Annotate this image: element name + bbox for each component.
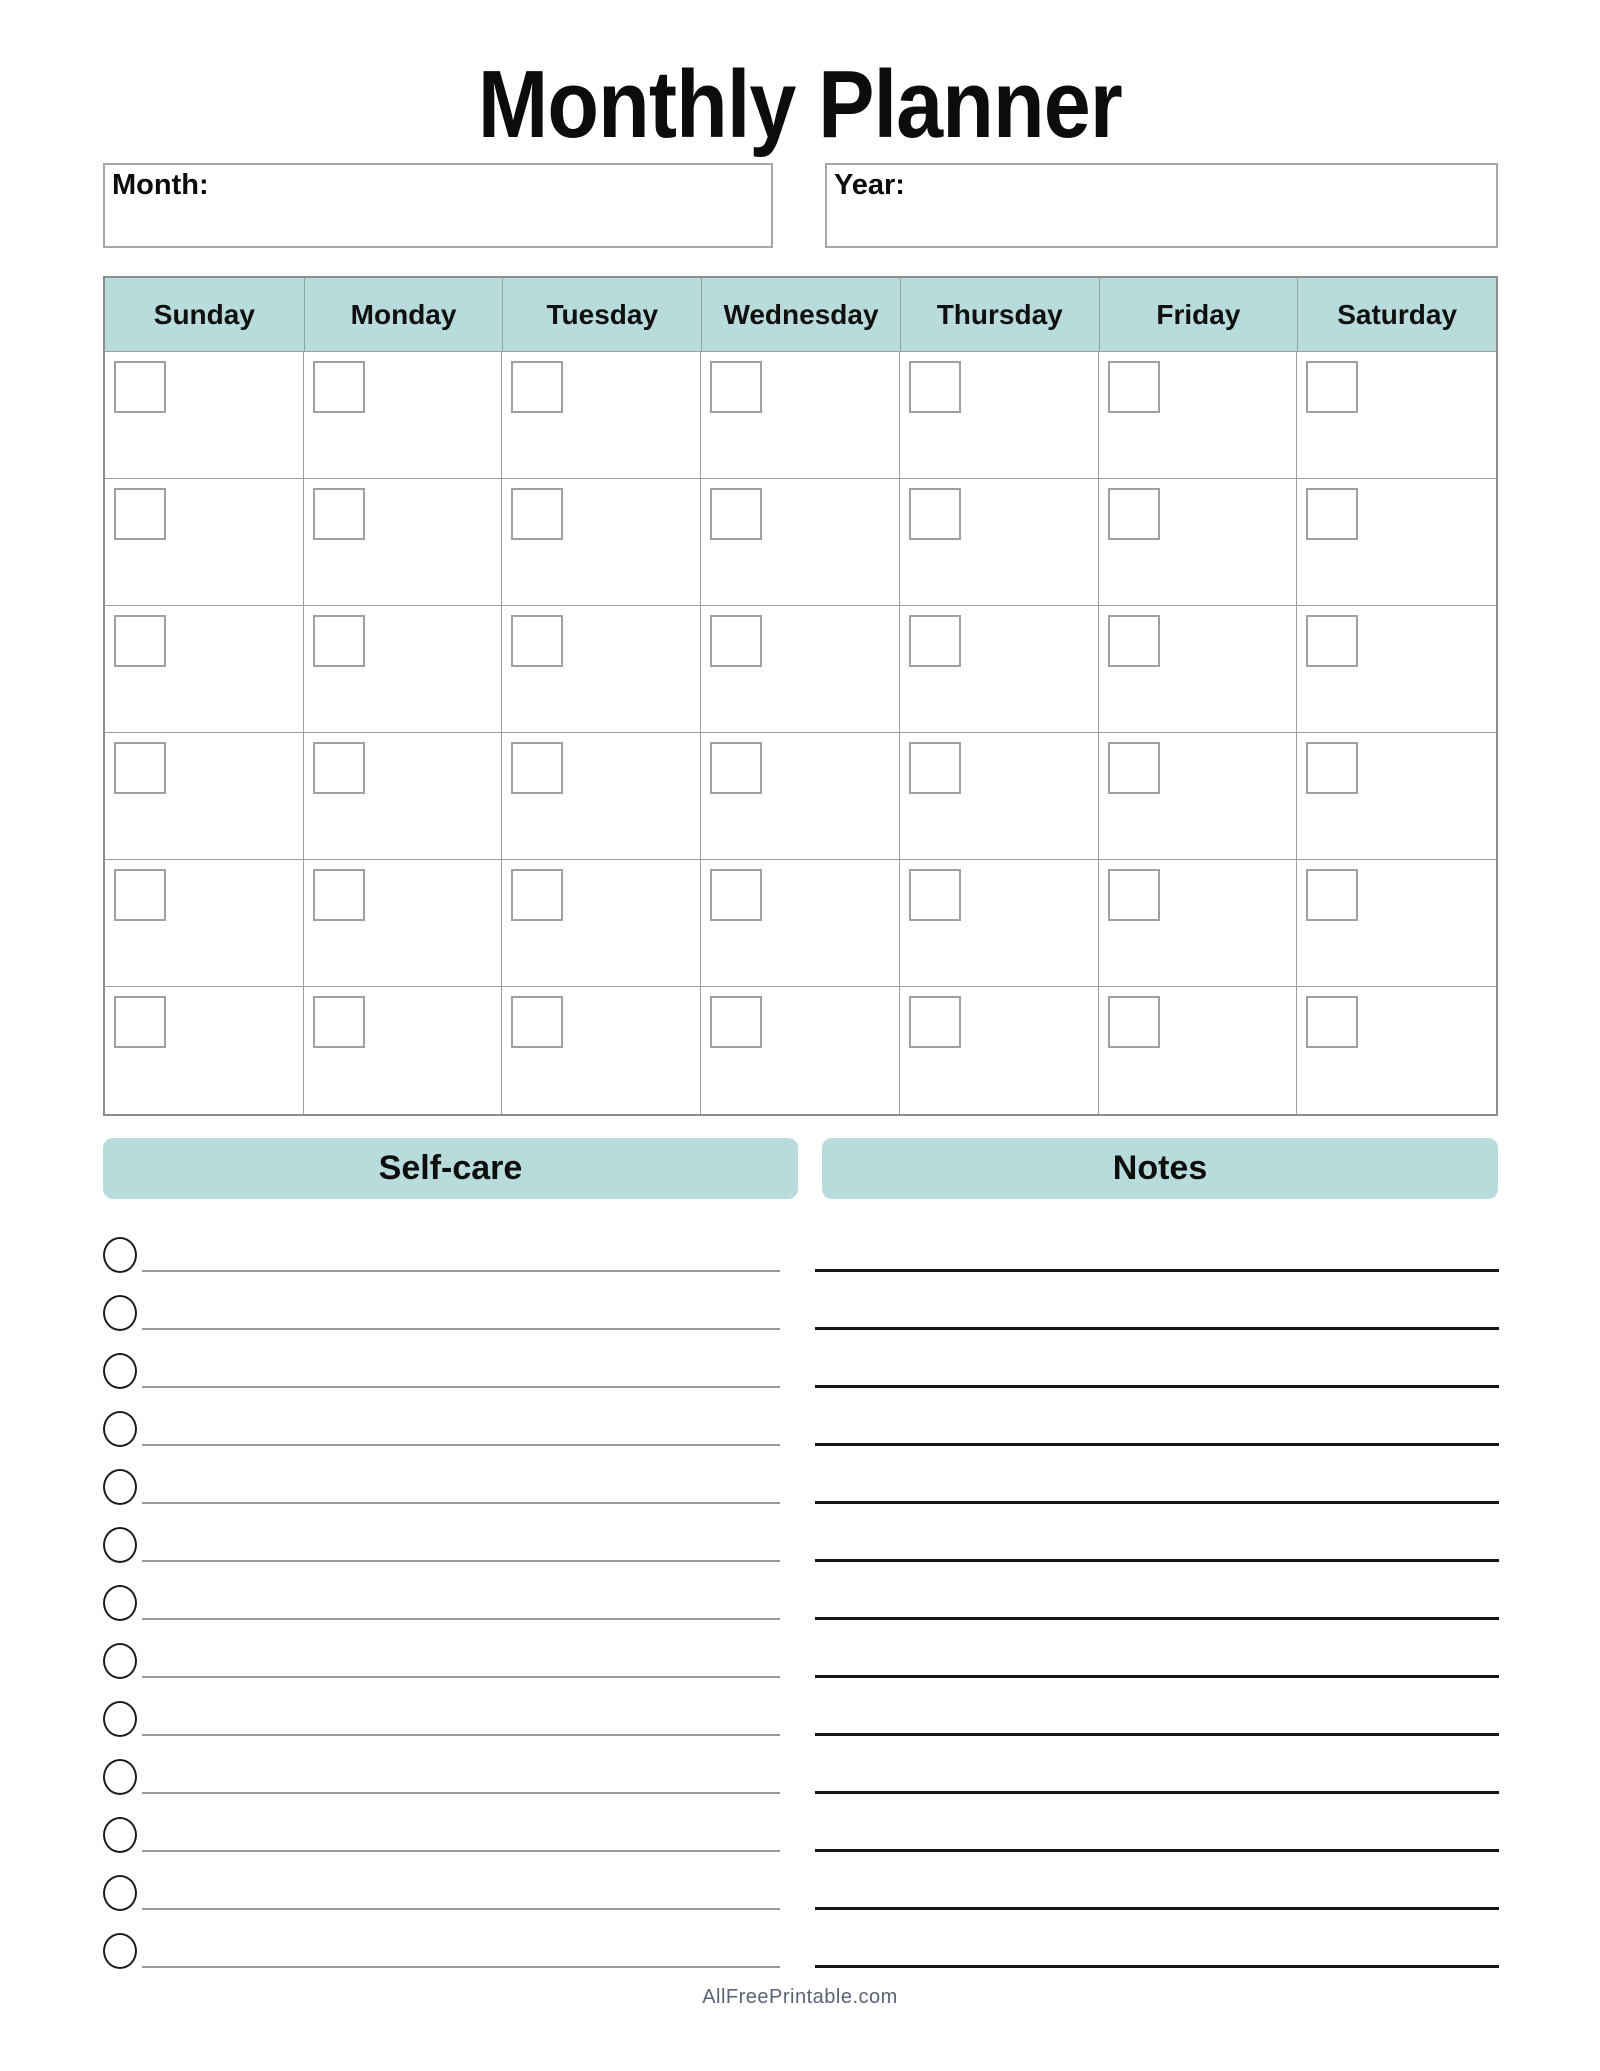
selfcare-circle-icon[interactable] — [103, 1875, 137, 1911]
calendar-cell[interactable] — [1297, 860, 1496, 987]
calendar-cell[interactable] — [502, 352, 701, 479]
calendar-cell[interactable] — [105, 606, 304, 733]
notes-writein-line[interactable] — [815, 1907, 1499, 1910]
calendar-cell[interactable] — [701, 860, 900, 987]
calendar-cell[interactable] — [900, 733, 1099, 860]
day-checkbox[interactable] — [1108, 615, 1160, 667]
calendar-cell[interactable] — [1297, 733, 1496, 860]
day-checkbox[interactable] — [710, 615, 762, 667]
notes-writein-line[interactable] — [815, 1617, 1499, 1620]
selfcare-item[interactable] — [103, 1214, 780, 1272]
selfcare-circle-icon[interactable] — [103, 1933, 137, 1969]
day-header-friday: Friday — [1099, 278, 1298, 351]
day-checkbox[interactable] — [1108, 869, 1160, 921]
calendar-cell[interactable] — [304, 352, 503, 479]
day-checkbox[interactable] — [114, 361, 166, 413]
day-checkbox[interactable] — [313, 615, 365, 667]
day-checkbox[interactable] — [1306, 996, 1358, 1048]
calendar-cell[interactable] — [1099, 479, 1298, 606]
calendar-cell[interactable] — [1099, 733, 1298, 860]
day-checkbox[interactable] — [511, 869, 563, 921]
day-checkbox[interactable] — [511, 615, 563, 667]
selfcare-item[interactable] — [103, 1446, 780, 1504]
calendar-grid — [105, 351, 1496, 1114]
notes-writein-line[interactable] — [815, 1733, 1499, 1736]
calendar-cell[interactable] — [304, 860, 503, 987]
selfcare-item[interactable] — [103, 1678, 780, 1736]
day-checkbox[interactable] — [511, 742, 563, 794]
calendar-cell[interactable] — [701, 352, 900, 479]
page-title — [0, 51, 1600, 158]
day-checkbox[interactable] — [710, 869, 762, 921]
day-checkbox[interactable] — [1108, 742, 1160, 794]
day-checkbox[interactable] — [511, 361, 563, 413]
day-checkbox[interactable] — [114, 488, 166, 540]
notes-writein-line[interactable] — [815, 1327, 1499, 1330]
calendar-cell[interactable] — [701, 606, 900, 733]
calendar-cell[interactable] — [900, 987, 1099, 1114]
selfcare-circle-icon[interactable] — [103, 1237, 137, 1273]
calendar-cell[interactable] — [701, 479, 900, 606]
day-checkbox[interactable] — [710, 361, 762, 413]
calendar-cell[interactable] — [900, 860, 1099, 987]
selfcare-circle-icon[interactable] — [103, 1353, 137, 1389]
day-checkbox[interactable] — [710, 996, 762, 1048]
day-checkbox[interactable] — [710, 742, 762, 794]
calendar-cell[interactable] — [900, 606, 1099, 733]
notes-writein-line[interactable] — [815, 1791, 1499, 1794]
day-checkbox[interactable] — [313, 996, 365, 1048]
calendar-cell[interactable] — [1297, 479, 1496, 606]
day-checkbox[interactable] — [909, 996, 961, 1048]
day-checkbox[interactable] — [710, 488, 762, 540]
calendar-cell[interactable] — [1099, 987, 1298, 1114]
day-checkbox[interactable] — [909, 488, 961, 540]
notes-section-header — [822, 1138, 1498, 1199]
footer-brand: AllFreePrintable.com — [702, 1986, 898, 2008]
selfcare-item[interactable] — [103, 1794, 780, 1852]
calendar — [103, 276, 1498, 1116]
selfcare-circle-icon[interactable] — [103, 1817, 137, 1853]
calendar-cell[interactable] — [502, 987, 701, 1114]
selfcare-circle-icon[interactable] — [103, 1527, 137, 1563]
calendar-cell[interactable] — [502, 733, 701, 860]
day-checkbox[interactable] — [1306, 361, 1358, 413]
calendar-cell[interactable] — [502, 860, 701, 987]
notes-writein-line[interactable] — [815, 1269, 1499, 1272]
selfcare-circle-icon[interactable] — [103, 1585, 137, 1621]
selfcare-item[interactable] — [103, 1620, 780, 1678]
year-label: Year: — [834, 169, 905, 201]
day-header-sunday: Sunday — [153, 298, 255, 330]
day-checkbox[interactable] — [1306, 742, 1358, 794]
day-checkbox[interactable] — [511, 996, 563, 1048]
calendar-cell[interactable] — [1297, 987, 1496, 1114]
day-header-saturday: Saturday — [1297, 278, 1496, 351]
day-checkbox[interactable] — [313, 488, 365, 540]
selfcare-item[interactable] — [103, 1330, 780, 1388]
day-checkbox[interactable] — [511, 488, 563, 540]
day-checkbox[interactable] — [1108, 361, 1160, 413]
notes-writein-line[interactable] — [815, 1443, 1499, 1446]
month-field[interactable] — [103, 163, 773, 248]
notes-writein-line[interactable] — [815, 1965, 1499, 1968]
selfcare-circle-icon[interactable] — [103, 1759, 137, 1795]
calendar-cell[interactable] — [701, 733, 900, 860]
notes-writein-line[interactable] — [815, 1675, 1499, 1678]
calendar-cell[interactable] — [900, 352, 1099, 479]
selfcare-item[interactable] — [103, 1852, 780, 1910]
day-checkbox[interactable] — [114, 615, 166, 667]
calendar-cell[interactable] — [105, 479, 304, 606]
day-checkbox[interactable] — [114, 742, 166, 794]
selfcare-item[interactable] — [103, 1504, 780, 1562]
calendar-cell[interactable] — [1099, 606, 1298, 733]
selfcare-circle-icon[interactable] — [103, 1295, 137, 1331]
day-header-thursday: Thursday — [900, 278, 1099, 351]
calendar-cell[interactable] — [304, 987, 503, 1114]
day-checkbox[interactable] — [909, 742, 961, 794]
selfcare-circle-icon[interactable] — [103, 1643, 137, 1679]
calendar-cell[interactable] — [900, 479, 1099, 606]
calendar-cell[interactable] — [1099, 352, 1298, 479]
calendar-cell[interactable] — [1099, 860, 1298, 987]
notes-section-title: Notes — [1112, 1149, 1208, 1187]
calendar-cell[interactable] — [304, 479, 503, 606]
day-checkbox[interactable] — [313, 361, 365, 413]
day-header-tuesday: Tuesday — [502, 278, 701, 351]
calendar-cell[interactable] — [304, 606, 503, 733]
notes-writein-line[interactable] — [815, 1559, 1499, 1562]
selfcare-section-header — [103, 1138, 798, 1199]
notes-writein-line[interactable] — [815, 1849, 1499, 1852]
day-checkbox[interactable] — [114, 996, 166, 1048]
calendar-cell[interactable] — [502, 479, 701, 606]
day-checkbox[interactable] — [313, 869, 365, 921]
day-checkbox[interactable] — [1306, 488, 1358, 540]
day-header-monday: Monday — [304, 278, 503, 351]
selfcare-item[interactable] — [103, 1736, 780, 1794]
day-checkbox[interactable] — [909, 615, 961, 667]
page-title-text: Monthly Planner — [478, 51, 1122, 158]
day-checkbox[interactable] — [114, 869, 166, 921]
calendar-cell[interactable] — [105, 733, 304, 860]
calendar-cell[interactable] — [1297, 606, 1496, 733]
calendar-cell[interactable] — [701, 987, 900, 1114]
calendar-cell[interactable] — [502, 606, 701, 733]
selfcare-circle-icon[interactable] — [103, 1469, 137, 1505]
day-checkbox[interactable] — [313, 742, 365, 794]
notes-writein-line[interactable] — [815, 1501, 1499, 1504]
day-checkbox[interactable] — [1306, 869, 1358, 921]
notes-writein-line[interactable] — [815, 1385, 1499, 1388]
calendar-header-row — [105, 278, 1496, 351]
selfcare-circle-icon[interactable] — [103, 1701, 137, 1737]
selfcare-writein-line[interactable] — [142, 1966, 780, 1968]
calendar-cell[interactable] — [304, 733, 503, 860]
month-label: Month: — [112, 169, 209, 201]
calendar-cell[interactable] — [105, 352, 304, 479]
calendar-cell[interactable] — [105, 987, 304, 1114]
selfcare-item[interactable] — [103, 1388, 780, 1446]
selfcare-circle-icon[interactable] — [103, 1411, 137, 1447]
calendar-cell[interactable] — [1297, 352, 1496, 479]
day-header-wednesday: Wednesday — [701, 278, 900, 351]
selfcare-item[interactable] — [103, 1910, 780, 1968]
day-checkbox[interactable] — [909, 869, 961, 921]
day-checkbox[interactable] — [909, 361, 961, 413]
day-checkbox[interactable] — [1306, 615, 1358, 667]
year-field[interactable] — [825, 163, 1498, 248]
selfcare-item[interactable] — [103, 1272, 780, 1330]
selfcare-item[interactable] — [103, 1562, 780, 1620]
day-checkbox[interactable] — [1108, 996, 1160, 1048]
calendar-cell[interactable] — [105, 860, 304, 987]
day-checkbox[interactable] — [1108, 488, 1160, 540]
selfcare-section-title: Self-care — [378, 1149, 523, 1187]
